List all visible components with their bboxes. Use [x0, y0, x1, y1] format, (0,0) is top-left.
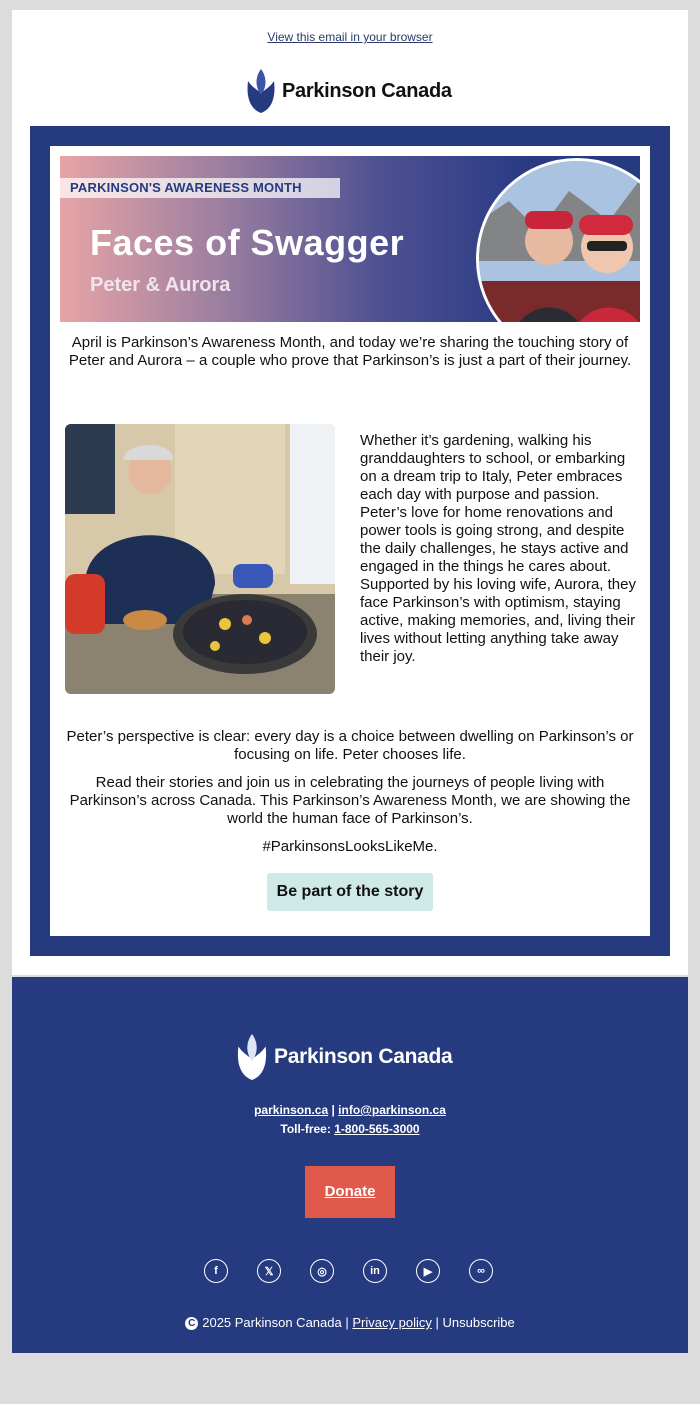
content-frame [30, 126, 670, 956]
footer-logo[interactable] [236, 1033, 452, 1081]
banner-title: Faces of Swagger [90, 222, 405, 263]
copyright-line [12, 1315, 688, 1330]
website-link[interactable]: parkinson.ca [254, 1103, 329, 1117]
content-card [50, 146, 650, 936]
footer-logo-wordmark: Parkinson Canada [274, 1045, 453, 1068]
separator: | [345, 1315, 349, 1330]
footer [12, 977, 688, 1353]
tulip-logo-icon [246, 69, 276, 113]
donate-button[interactable]: Donate [305, 1166, 395, 1218]
be-part-of-story-button[interactable]: Be part of the story [267, 873, 433, 911]
copyright-text: 2025 Parkinson Canada [202, 1315, 342, 1330]
linkedin-icon[interactable]: in [363, 1259, 387, 1283]
banner-tag: PARKINSON'S AWARENESS MONTH [60, 178, 340, 198]
contact-info [12, 1101, 688, 1139]
youtube-icon[interactable]: ▶ [416, 1259, 440, 1283]
social-links [204, 1259, 504, 1285]
separator: | [435, 1315, 439, 1330]
view-in-browser-link[interactable]: View this email in your browser [267, 30, 433, 44]
email-body [12, 10, 688, 975]
unsubscribe-link[interactable]: Unsubscribe [442, 1315, 515, 1330]
copyright-icon: C [185, 1317, 198, 1330]
email-link[interactable]: info@parkinson.ca [338, 1103, 446, 1117]
perspective-paragraph: Peter’s perspective is clear: every day is a choice between dwelling on Parkinson’s or focusing on life. Peter chooses life. [66, 728, 634, 763]
intro-paragraph: April is Parkinson’s Awareness Month, and today we’re sharing the touching story of Peter and Aurora – a couple who prove that Parkinson’s is just a part of their journey. [68, 334, 632, 369]
hero-banner [60, 156, 640, 322]
peter-kitchen-photo [65, 424, 335, 694]
hashtag-text: #ParkinsonsLooksLikeMe. [262, 838, 438, 855]
couple-photo [476, 158, 640, 322]
x-icon[interactable]: 𝕏 [257, 1259, 281, 1283]
tollfree-label: Toll-free: [280, 1122, 331, 1136]
privacy-policy-link[interactable]: Privacy policy [352, 1315, 432, 1330]
link-icon[interactable]: ∞ [469, 1259, 493, 1283]
banner-subtitle: Peter & Aurora [90, 274, 231, 296]
logo-wordmark: Parkinson Canada [282, 79, 452, 102]
facebook-icon[interactable]: f [204, 1259, 228, 1283]
invite-paragraph: Read their stories and join us in celebrating the journeys of people living with Parkinson’s across Canada. This Parkinson’s Awareness Month, we are showing the world the human face of Parkinson’s. [69, 774, 631, 827]
separator: | [331, 1103, 335, 1117]
phone-link[interactable]: 1-800-565-3000 [334, 1122, 420, 1136]
tulip-logo-icon [236, 1034, 268, 1080]
instagram-icon[interactable]: ◎ [310, 1259, 334, 1283]
story-paragraph: Whether it’s gardening, walking his granddaughters to school, or embarking on a dream trip to Italy, Peter embraces each day with purpose and passion. Peter’s love for home renovations and power tools is going strong, and despite the daily challenges, he stays active and engaged in the things he cares about. Supported by his loving wife, Aurora, they face Parkinson’s with optimism, staying active, making memories, and, living their lives without letting anything take away their joy. [360, 432, 636, 665]
parkinson-canada-logo[interactable] [246, 68, 452, 114]
